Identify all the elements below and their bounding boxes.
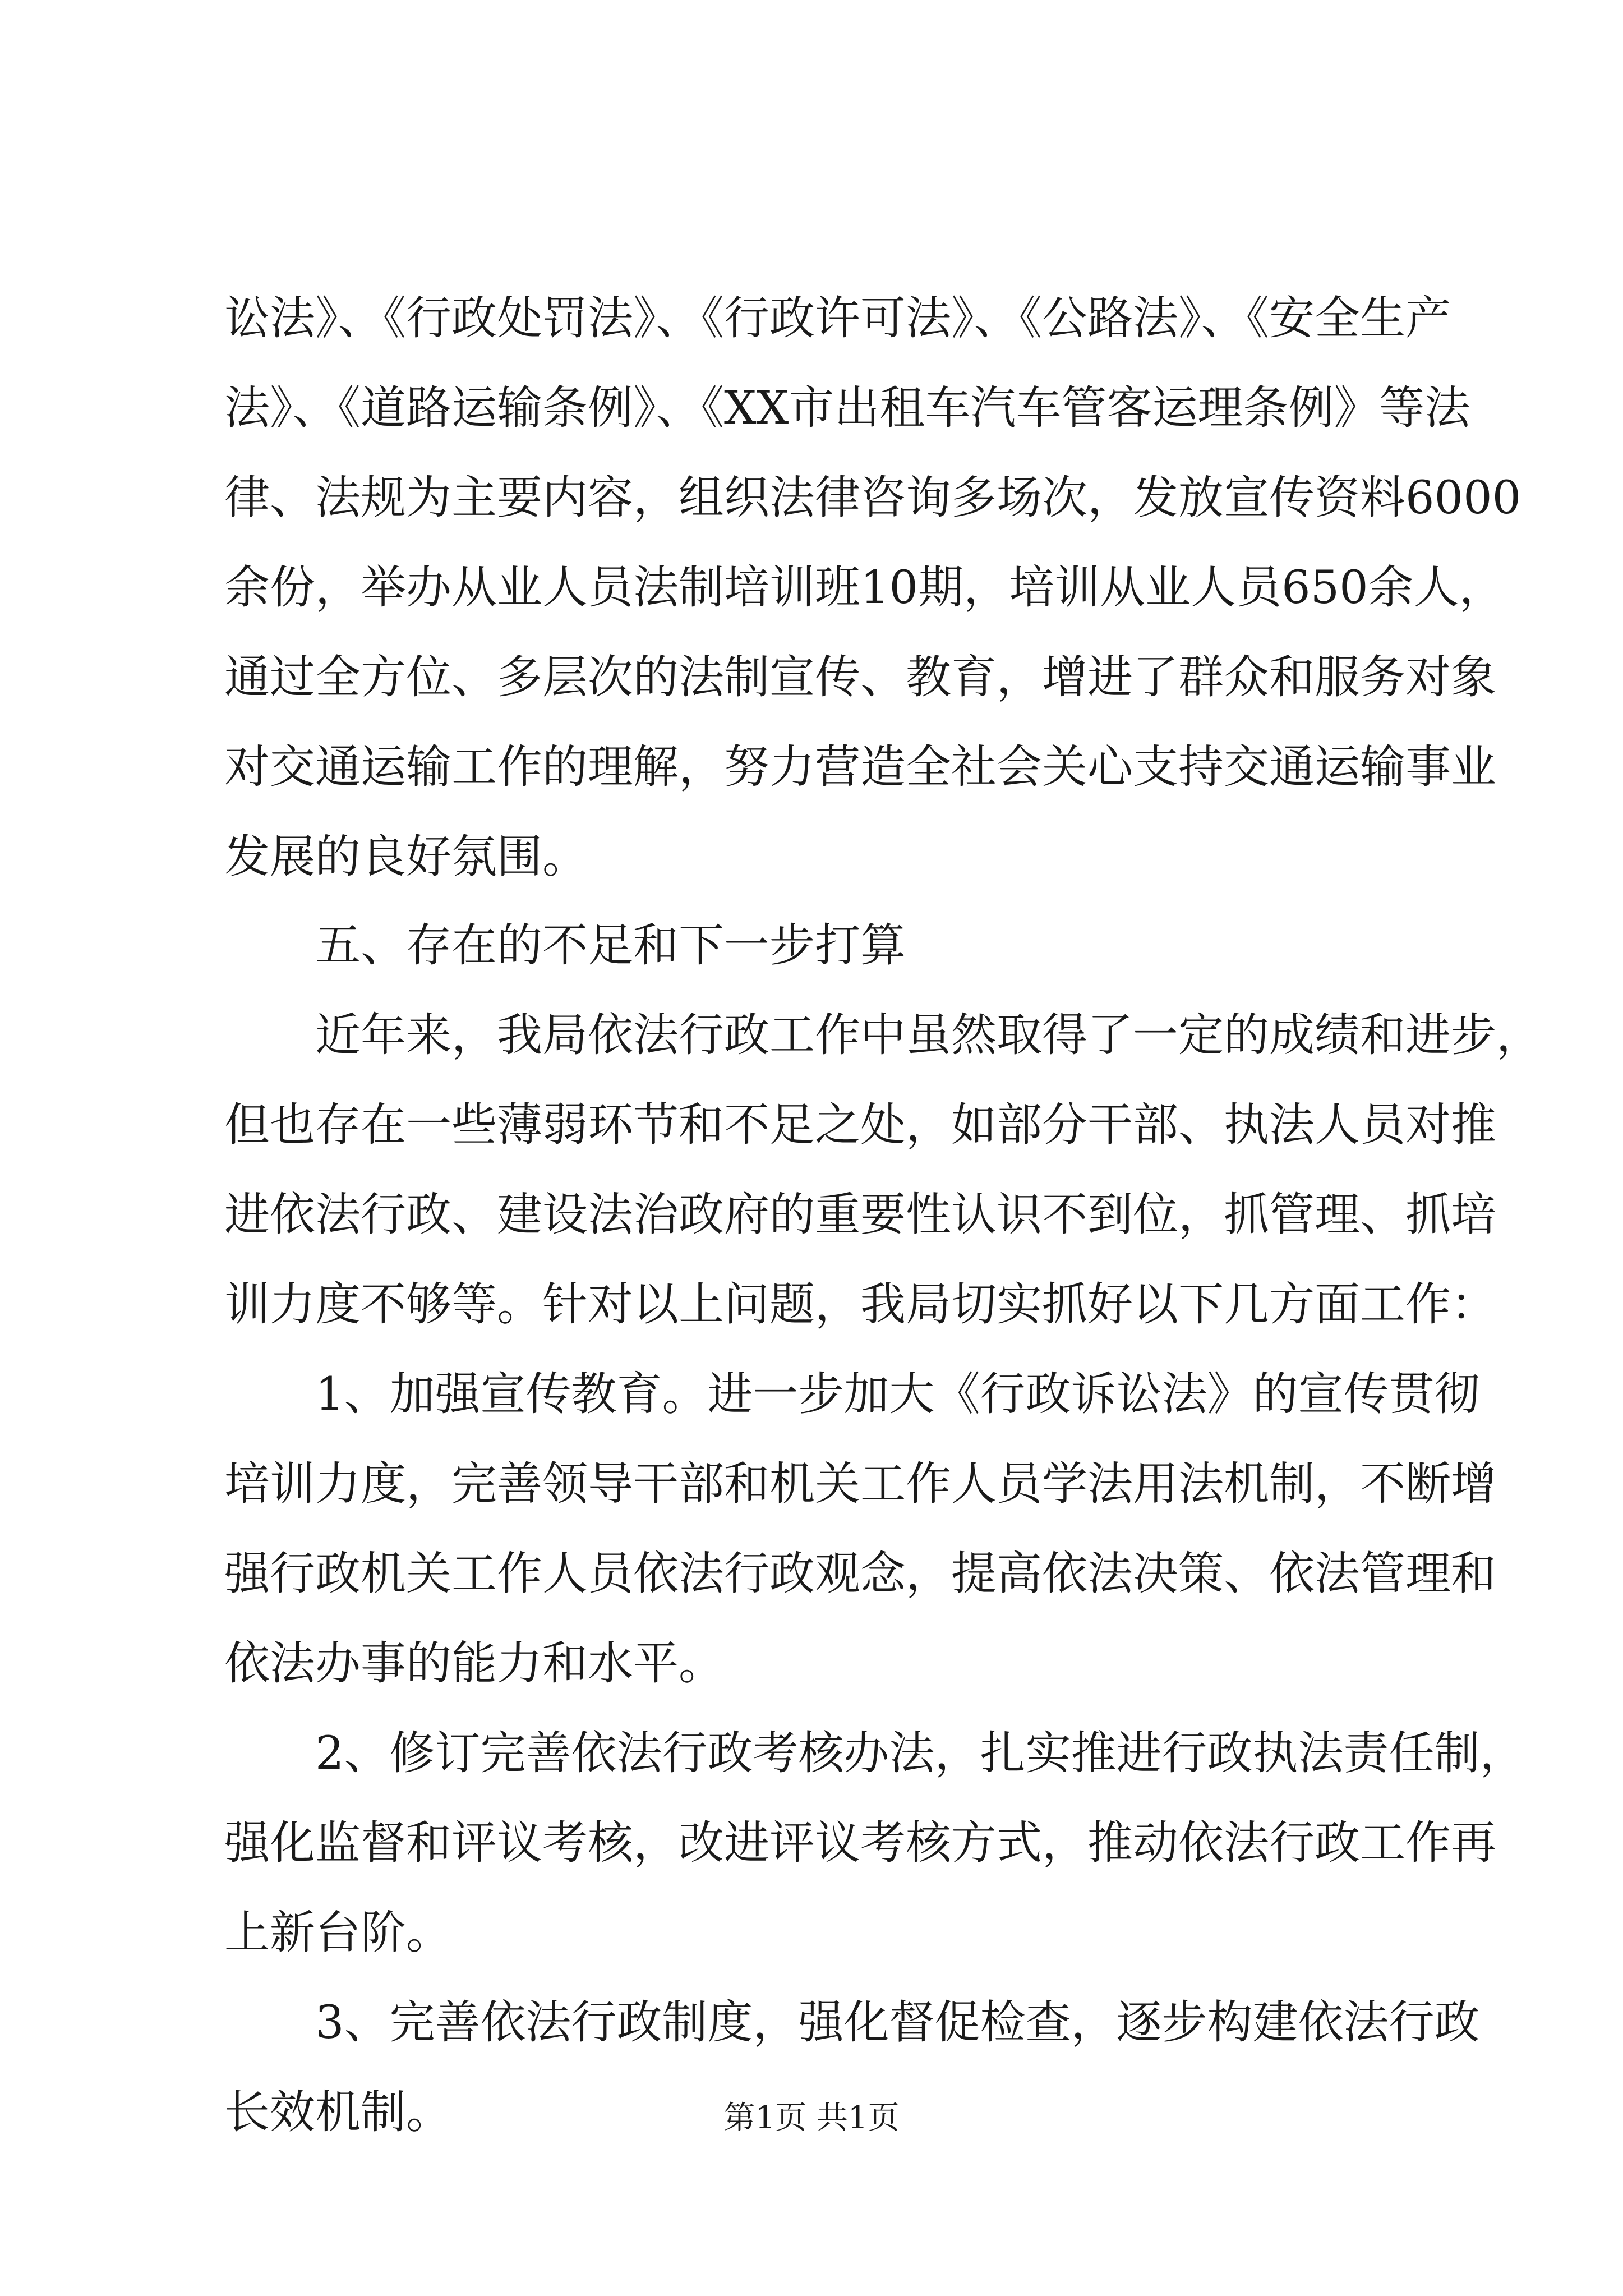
text-line: 强化监督和评议考核，改进评议考核方式，推动依法行政工作再 [224, 1817, 1497, 1870]
page-number: 第1页 共1页 [723, 2100, 900, 2136]
text-line: 长效机制。 [224, 2086, 452, 2139]
text-line: 近年来，我局依法行政工作中虽然取得了一定的成绩和进步， [315, 1009, 1542, 1062]
text-line: 对交通运输工作的理解，努力营造全社会关心支持交通运输事业 [224, 741, 1497, 794]
text-line: 3、完善依法行政制度，强化督促检查，逐步构建依法行政 [315, 1996, 1480, 2049]
text-line: 进依法行政、建设法治政府的重要性认识不到位，抓管理、抓培 [224, 1189, 1497, 1241]
text-line: 余份，举办从业人员法制培训班10期，培训从业人员650余人， [224, 562, 1505, 614]
text-line: 依法办事的能力和水平。 [224, 1637, 725, 1690]
text-line: 律、法规为主要内容，组织法律咨询多场次，发放宣传资料6000 [224, 472, 1521, 524]
text-line: 2、修订完善依法行政考核办法，扎实推进行政执法责任制， [315, 1727, 1525, 1780]
text-line: 1、加强宣传教育。进一步加大《行政诉讼法》的宣传贯彻 [315, 1368, 1480, 1421]
text-line: 讼法》、《行政处罚法》、《行政许可法》、《公路法》、《安全生产 [224, 292, 1451, 345]
text-line: 法》、《道路运输条例》、《XX市出租车汽车管客运理条例》等法 [224, 382, 1470, 435]
text-line: 发展的良好氛围。 [224, 831, 588, 884]
text-line: 强行政机关工作人员依法行政观念，提高依法决策、依法管理和 [224, 1548, 1497, 1600]
text-line: 培训力度，完善领导干部和机关工作人员学法用法机制，不断增 [224, 1458, 1497, 1511]
text-line: 训力度不够等。针对以上问题，我局切实抓好以下几方面工作： [224, 1278, 1497, 1331]
text-line: 上新台阶。 [224, 1907, 452, 1959]
text-line: 但也存在一些薄弱环节和不足之处，如部分干部、执法人员对推 [224, 1099, 1497, 1152]
section-heading: 五、存在的不足和下一步打算 [315, 919, 906, 972]
text-line: 通过全方位、多层次的法制宣传、教育，增进了群众和服务对象 [224, 651, 1497, 704]
